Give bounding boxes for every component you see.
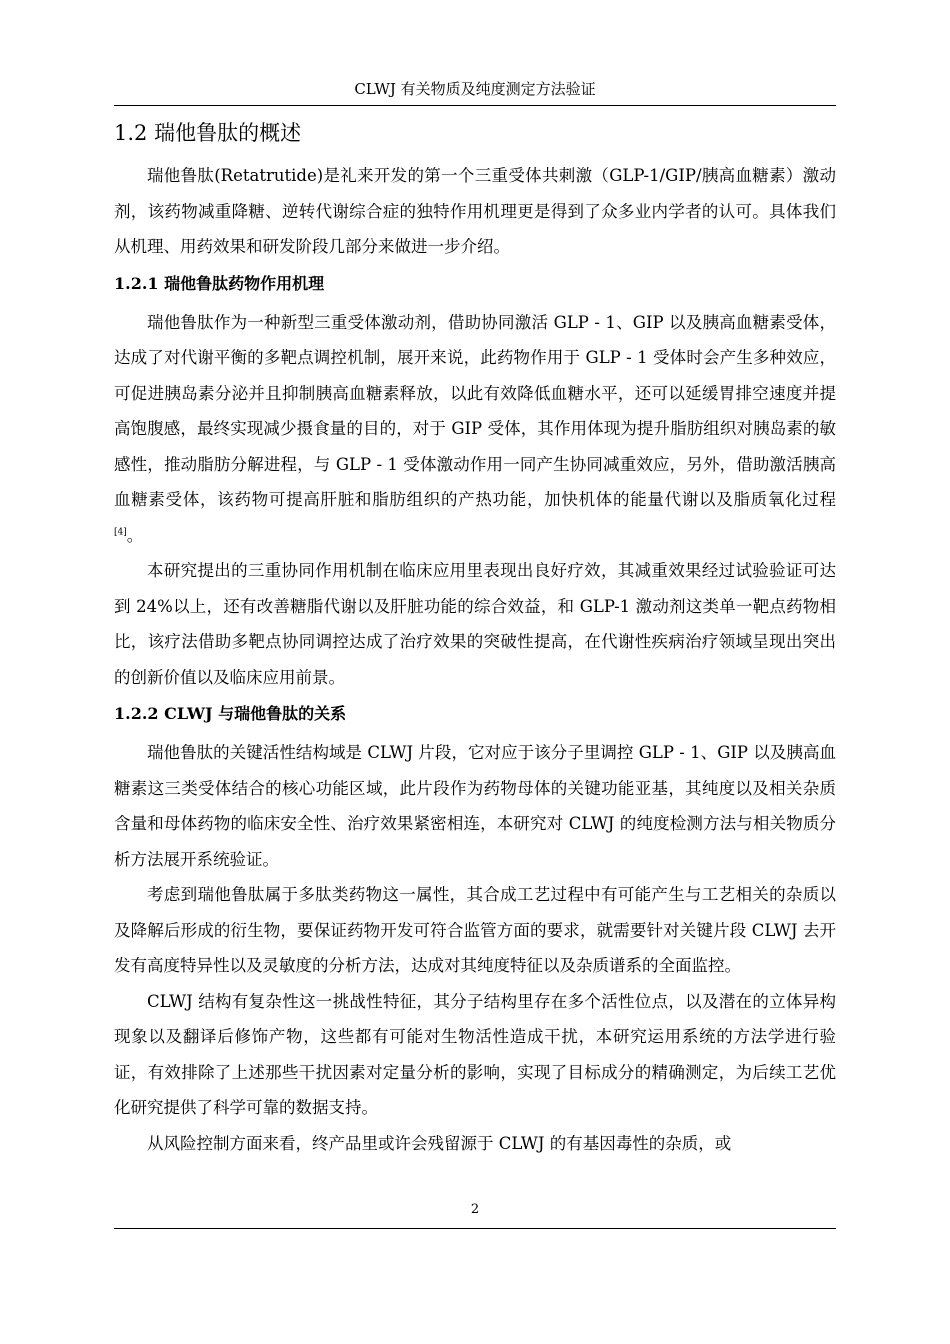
- footer-divider: [114, 1228, 836, 1229]
- relation-paragraph-4: 从风险控制方面来看，终产品里或许会残留源于 CLWJ 的有基因毒性的杂质，或: [147, 1133, 732, 1153]
- mechanism-paragraph: [114, 305, 836, 554]
- relation-paragraph-1: 瑞他鲁肽的关键活性结构域是 CLWJ 片段，它对应于该分子里调控 GLP - 1、GIP 以及胰高血糖素这三类受体结合的核心功能区域，此片段作为药物母体的关键功能亚基，其纯度以及相关杂质含量和母体药物的临床安全性、治疗效果紧密相连，本研究对 CLWJ 的纯度检测方法与相关物质分析方法展开系统验证。: [114, 743, 836, 869]
- mechanism-text: 瑞他鲁肽作为一种新型三重受体激动剂，借助协同激活 GLP - 1、GIP 以及胰高血糖素受体，达成了对代谢平衡的多靶点调控机制，展开来说，此药物作用于 GLP - 1 受体时会产生多种效应，可促进胰岛素分泌并且抑制胰高血糖素释放，以此有效降低血糖水平，还可以延缓胃排空速度并提高饱腹感，最终实现减少摄食量的目的，对于 GIP 受体，其作用体现为提升脂肪组织对胰岛素的敏感性，推动脂肪分解进程，与 GLP - 1 受体激动作用一同产生协同减重效应，另外，借助激活胰高血糖素受体，该药物可提高肝脏和脂肪组织的产热功能，加快机体的能量代谢以及脂质氧化过程: [114, 312, 836, 509]
- efficacy-paragraph: 本研究提出的三重协同作用机制在临床应用里表现出良好疗效，其减重效果经过试验验证可达到 24%以上，还有改善糖脂代谢以及肝脏功能的综合效益，和 GLP-1 激动剂这类单一靶点药物相比，该疗法借助多靶点协同调控达成了治疗效果的突破性提高，在代谢性疾病治疗领域呈现出突出的创新价值以及临床应用前景。: [114, 561, 836, 687]
- page-number: 2: [470, 1202, 480, 1217]
- mechanism-text-end: 。: [126, 525, 144, 545]
- running-header: CLWJ 有关物质及纯度测定方法验证: [114, 76, 836, 106]
- page-body: [114, 112, 836, 1161]
- section-heading: 1.2 瑞他鲁肽的概述: [114, 121, 302, 145]
- relation-paragraph-3: CLWJ 结构有复杂性这一挑战性特征，其分子结构里存在多个活性位点，以及潜在的立体异构现象以及翻译后修饰产物，这些都有可能对生物活性造成干扰，本研究运用系统的方法学进行验证，有效排除了上述那些干扰因素对定量分析的影响，实现了目标成分的精确测定，为后续工艺优化研究提供了科学可靠的数据支持。: [114, 991, 836, 1117]
- subsection-heading-mechanism: 1.2.1 瑞他鲁肽药物作用机理: [114, 273, 325, 293]
- intro-paragraph: 瑞他鲁肽(Retatrutide)是礼来开发的第一个三重受体共刺激（GLP-1/GIP/胰高血糖素）激动剂，该药物减重降糖、逆转代谢综合症的独特作用机理更是得到了众多业内学者的认可。具体我们从机理、用药效果和研发阶段几部分来做进一步介绍。: [114, 166, 836, 256]
- relation-paragraph-2: 考虑到瑞他鲁肽属于多肽类药物这一属性，其合成工艺过程中有可能产生与工艺相关的杂质以及降解后形成的衍生物，要保证药物开发可符合监管方面的要求，就需要针对关键片段 CLWJ 去开发有高度特异性以及灵敏度的分析方法，达成对其纯度特征以及杂质谱系的全面监控。: [114, 885, 836, 975]
- subsection-heading-relation: 1.2.2 CLWJ 与瑞他鲁肽的关系: [114, 704, 347, 723]
- citation-ref: [4]: [114, 527, 127, 537]
